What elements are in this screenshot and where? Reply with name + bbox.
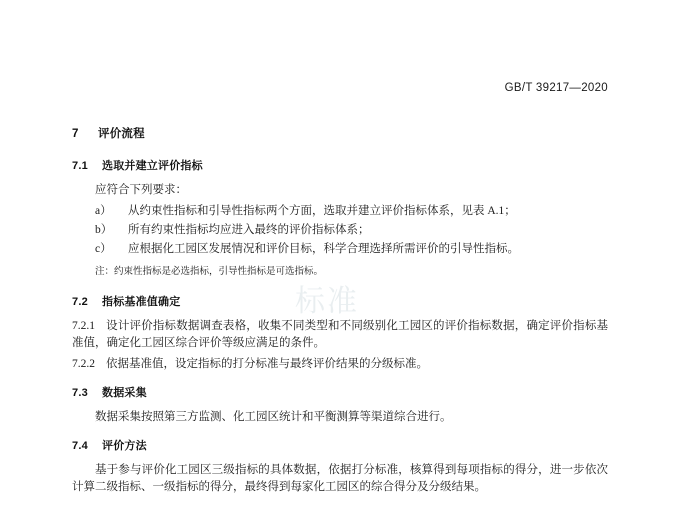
- clause-7-2-1: [72, 318, 608, 352]
- section-heading-7-4: [72, 437, 608, 453]
- note-text: 约束性指标是必选指标，引导性指标是可选指标。: [114, 266, 324, 277]
- section-heading-7-2: [72, 293, 608, 309]
- section-number-7-2: 7.2: [72, 296, 88, 308]
- list-item: [72, 241, 608, 258]
- clause-number-7-2-2: 7.2.2: [72, 358, 95, 370]
- section-title-7-3: 数据采集: [102, 387, 147, 399]
- section-number-7-1: 7.1: [72, 160, 88, 172]
- clause-7-2-2: [72, 356, 608, 373]
- section-7-1: [72, 157, 608, 280]
- section-title-7-1: 选取并建立评价指标: [102, 160, 203, 172]
- section-heading-7: [72, 125, 608, 141]
- section-7-4: [72, 437, 608, 496]
- section-number-7-4: 7.4: [72, 440, 88, 452]
- section-heading-7-3: [72, 384, 608, 400]
- clause-text-7-2-2: 依据基准值，设定指标的打分标准与最终评价结果的分级标准。: [106, 358, 428, 370]
- note-label: 注：: [95, 266, 115, 277]
- section-7-1-note: [72, 264, 608, 280]
- list-item-marker: b）: [95, 224, 113, 236]
- clause-number-7-2-1: 7.2.1: [72, 320, 95, 332]
- list-item-text: 应根据化工园区发展情况和评价目标，科学合理选择所需评价的引导性指标。: [128, 243, 519, 255]
- section-7-1-intro: 应符合下列要求：: [95, 184, 187, 196]
- standard-number-header: GB/T 39217—2020: [504, 82, 608, 94]
- clause-text-7-2-1: 设计评价指标数据调查表格，收集不同类型和不同级别化工园区的评价指标数据，确定评价指标基准值，确定化工园区综合评价等级应满足的条件。: [72, 320, 608, 349]
- section-title-7-2: 指标基准值确定: [102, 296, 181, 308]
- watermark: 标准: [295, 285, 359, 318]
- list-item-marker: c）: [95, 243, 112, 255]
- section-7-3-body: 数据采集按照第三方监测、化工园区统计和平衡测算等渠道综合进行。: [95, 411, 452, 423]
- list-item: [72, 222, 608, 239]
- section-number-7: 7: [72, 128, 79, 140]
- section-heading-7-1: [72, 157, 608, 173]
- document-body: [72, 125, 608, 507]
- section-number-7-3: 7.3: [72, 387, 88, 399]
- section-title-7-4: 评价方法: [102, 440, 147, 452]
- list-item-text: 从约束性指标和引导性指标两个方面，选取并建立评价指标体系，见表 A.1；: [128, 205, 516, 217]
- section-7-3: [72, 384, 608, 426]
- section-7-2: [72, 293, 608, 373]
- list-item-marker: a）: [95, 205, 112, 217]
- list-item-text: 所有约束性指标均应进入最终的评价指标体系；: [128, 224, 370, 236]
- list-item: [72, 203, 608, 220]
- section-7-4-body: 基于参与评价化工园区三级指标的具体数据，依据打分标准，核算得到每项指标的得分，进一步依次计算二级指标、一级指标的得分，最终得到每家化工园区的综合得分及分级结果。: [72, 464, 608, 493]
- section-7-1-list: [72, 203, 608, 258]
- section-title-7: 评价流程: [98, 128, 145, 140]
